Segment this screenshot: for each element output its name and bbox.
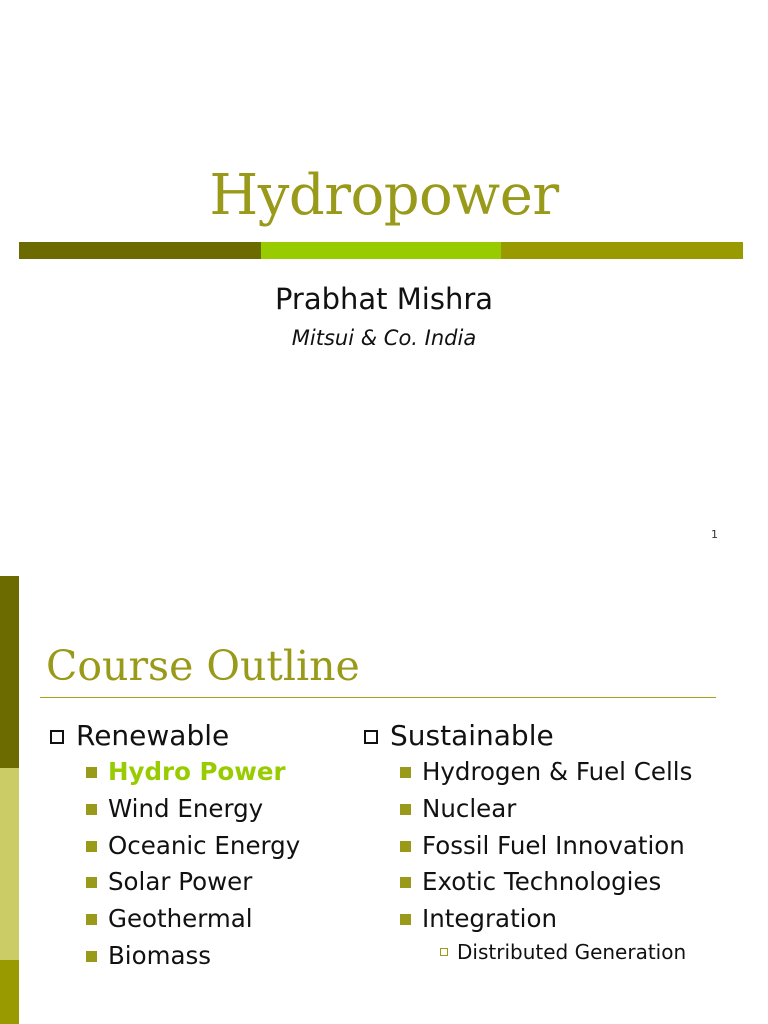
list-item	[48, 938, 300, 975]
square-bullet-icon	[400, 841, 411, 852]
title-underline	[40, 697, 716, 698]
list-item-label: Nuclear	[422, 793, 517, 823]
slide-title: Course Outline	[46, 642, 360, 690]
list-item	[48, 791, 300, 828]
slide-title: Hydropower	[209, 163, 559, 228]
sidebar-segment-olive	[0, 960, 19, 1024]
list-item-label: Geothermal	[108, 904, 253, 934]
square-bullet-icon	[86, 951, 97, 962]
list-item	[48, 901, 300, 938]
list-item	[362, 864, 692, 901]
square-bullet-icon	[86, 767, 97, 778]
square-bullet-icon	[86, 841, 97, 852]
square-bullet-icon	[400, 767, 411, 778]
course-outline-slide	[0, 576, 768, 1024]
sub-list-item-label: Distributed Generation	[457, 939, 687, 964]
square-bullet-icon	[400, 877, 411, 888]
list-item	[48, 754, 300, 791]
square-bullet-icon	[86, 804, 97, 815]
sidebar-segment-light	[0, 768, 19, 960]
outline-column-renewable	[48, 718, 300, 975]
list-item-label: Biomass	[108, 940, 212, 970]
list-item-label: Solar Power	[108, 867, 253, 897]
list-item	[362, 901, 692, 938]
sidebar-segment-dark	[0, 576, 19, 768]
list-item	[48, 864, 300, 901]
list-item-label: Integration	[422, 904, 558, 934]
author-organization: Mitsui & Co. India	[291, 326, 477, 350]
list-item	[48, 828, 300, 865]
list-item-label: Fossil Fuel Innovation	[422, 830, 685, 860]
column-heading: Renewable	[48, 718, 300, 754]
list-item-label: Hydrogen & Fuel Cells	[422, 757, 693, 786]
page-number: 1	[711, 528, 718, 541]
outline-column-sustainable	[362, 718, 692, 966]
square-bullet-icon	[86, 914, 97, 925]
title-bar-segment-dark	[19, 242, 261, 259]
list-item-label: Hydro Power	[108, 757, 286, 786]
sub-list-item	[362, 938, 692, 966]
title-bar-segment-olive	[501, 242, 743, 259]
square-bullet-icon	[400, 804, 411, 815]
square-bullet-icon	[86, 877, 97, 888]
author-name: Prabhat Mishra	[274, 282, 494, 316]
list-item	[362, 754, 692, 791]
list-item	[362, 791, 692, 828]
list-item-label: Oceanic Energy	[108, 830, 301, 860]
list-item-label: Wind Energy	[108, 793, 264, 823]
column-heading: Sustainable	[362, 718, 692, 754]
title-bar-segment-bright	[261, 242, 501, 259]
square-bullet-icon	[400, 914, 411, 925]
hollow-square-bullet-icon	[440, 948, 448, 956]
list-item-label: Exotic Technologies	[422, 867, 662, 897]
list-item	[362, 828, 692, 865]
